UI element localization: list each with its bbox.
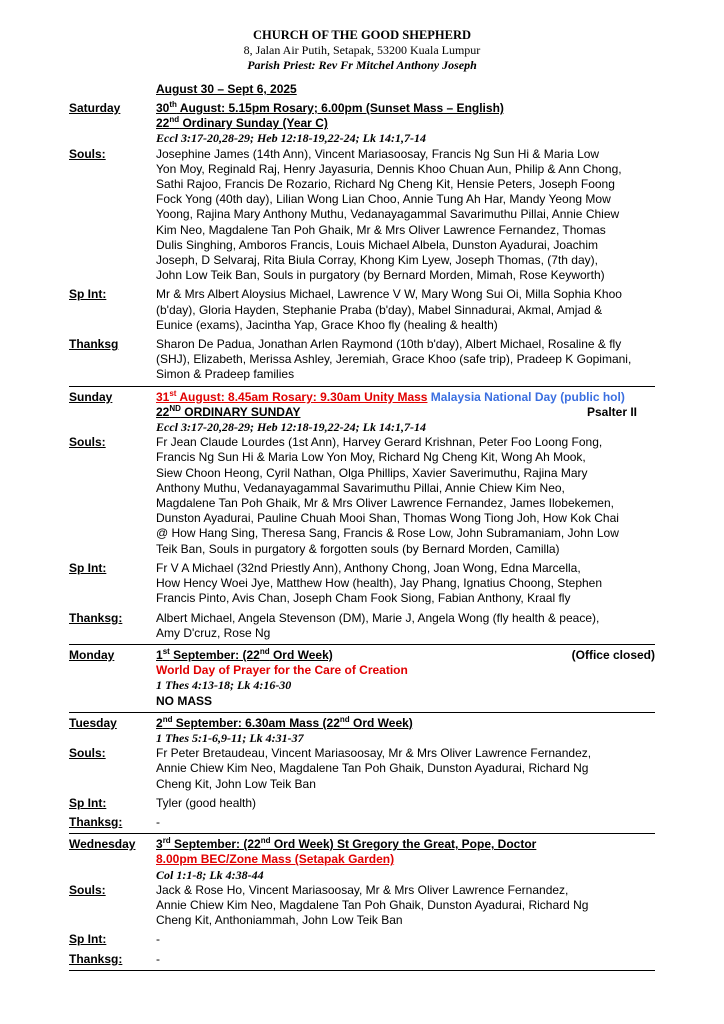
thanksg-list: - [156, 814, 160, 829]
sp-int-list: Tyler (good health) [156, 795, 257, 810]
day-label: Tuesday [69, 715, 117, 730]
day-title: 30th August: 5.15pm Rosary; 6.00pm (Sunset Mass – English) [156, 100, 504, 115]
schedule [69, 101, 655, 974]
thanksg-label: Thanksg: [69, 951, 123, 966]
church-address: 8, Jalan Air Putih, Setapak, 53200 Kuala Lumpur [243, 43, 481, 57]
thanksg-list: Albert Michael, Angela Stevenson (DM), Marie J, Angela Wong (fly health & peace), Amy D'cruz, Rose Ng [156, 610, 600, 640]
day-label: Wednesday [69, 837, 136, 852]
week-range: August 30 – Sept 6, 2025 [156, 82, 297, 96]
sp-int-list: - [156, 932, 160, 947]
no-mass: NO MASS [156, 693, 213, 708]
souls-label: Souls: [69, 746, 106, 761]
readings: Eccl 3:17-20,28-29; Heb 12:18-19,22-24; Lk 14:1,7-14 [156, 420, 426, 435]
readings: Eccl 3:17-20,28-29; Heb 12:18-19,22-24; Lk 14:1,7-14 [156, 131, 426, 146]
souls-list: Josephine James (14th Ann), Vincent Mariasoosay, Francis Ng Sun Hi & Maria Low Yon Moy, Reginald Raj, Henry Jayasuria, Dennis Khoo Chuan Aun, Philip & Ann Chong, Sathi Rajoo, Francis De Rozario, Richard Ng Cheng Kit, Hensie Peters, Joseph Foong Fock Yong (40th day), Lilian Wong Lian Choo, Annie Tung Ah Har, Mandy Yeong Mow Yoong, Rajina Mary Anthony Muthu, Vedanayagammal Savarimuthu Pillai, Annie Chiew Kim Neo, Magdalene Tan Poh Ghaik, Mr & Mrs Oliver Lawrence Fernandez, Thomas Dulis Singhing, Amboros Francis, Louis Michael Albela, Dunston Ayadurai, Joachim Joseph, D Selvaraj, Rita Biula Corray, Khong Kim Lyew, Joseph Thomas, (7th day), John Low Teik Ban, Souls in purgatory (by Bernard Morden, Mimah, Rose Keyworth) [156, 146, 622, 283]
thanksg-label: Thanksg: [69, 610, 123, 625]
day-sunday [69, 390, 655, 645]
day-tuesday [69, 716, 655, 834]
day-monday [69, 648, 655, 713]
sp-int-label: Sp Int: [69, 795, 107, 810]
day-label: Sunday [69, 389, 113, 404]
day-title: 2nd September: 6.30am Mass (22nd Ord Week) [156, 714, 413, 730]
day-wednesday [69, 837, 655, 971]
office-closed: (Office closed) [571, 647, 655, 662]
souls-list: Fr Peter Bretaudeau, Vincent Mariasoosay, Mr & Mrs Oliver Lawrence Fernandez, Annie Chiew Kim Neo, Magdalene Tan Poh Ghaik, Dunston Ayadurai, Richard Ng Cheng Kit, John Low Teik Ban [156, 746, 592, 791]
psalter: Psalter II [586, 404, 637, 419]
thanksg-label: Thanksg: [69, 814, 123, 829]
special-note: World Day of Prayer for the Care of Creation [156, 663, 408, 678]
thanksg-label: Thanksg [69, 337, 119, 352]
sp-int-label: Sp Int: [69, 932, 107, 947]
day-saturday [69, 101, 655, 387]
sp-int-label: Sp Int: [69, 287, 107, 302]
souls-list: Jack & Rose Ho, Vincent Mariasoosay, Mr & Mrs Oliver Lawrence Fernandez, Annie Chiew Kim Neo, Magdalene Tan Poh Ghaik, Dunston Ayadurai, Richard Ng Cheng Kit, Anthoniammah, John Low Teik Ban [156, 882, 589, 928]
readings: 1 Thes 4:13-18; Lk 4:16-30 [156, 678, 292, 693]
special-note: 8.00pm BEC/Zone Mass (Setapak Garden) [156, 852, 395, 867]
thanksg-list: - [156, 951, 160, 966]
souls-label: Souls: [69, 882, 106, 897]
thanksg-list: Sharon De Padua, Jonathan Arlen Raymond (10th b'day), Albert Michael, Rosaline & fly (SHJ), Elizabeth, Merissa Ashley, Jeremiah, Grace Khoo (safe trip), Pradeep K Gopimani, Simon & Pradeep families [156, 337, 632, 382]
day-title: 3rd September: (22nd Ord Week) St Gregory the Great, Pope, Doctor [156, 836, 537, 852]
sp-int-list: Mr & Mrs Albert Aloysius Michael, Lawrence V W, Mary Wong Sui Oi, Milla Sophia Khoo (b'day), Gloria Hayden, Stephanie Praba (b'day), Mabel Sinnadurai, Akmal, Amjad & Eunice (exams), Jacintha Yap, Grace Khoo fly (healing & health) [156, 287, 622, 332]
parish-priest: Parish Priest: Rev Fr Mitchel Anthony Joseph [247, 58, 477, 72]
day-subtitle: 22ND ORDINARY SUNDAY Psalter II [156, 405, 655, 420]
sp-int-list: Fr V A Michael (32nd Priestly Ann), Anthony Chong, Joan Wong, Edna Marcella, How Hency Woei Jye, Matthew How (health), Jay Phang, Ignatius Choong, Stephen Francis Pinto, Avis Chan, Joseph Cham Fook Siong, Fabian Anthony, Kraal fly [156, 560, 603, 606]
souls-list: Fr Jean Claude Lourdes (1st Ann), Harvey Gerard Krishnan, Peter Foo Loong Fong, Francis Ng Sun Hi & Maria Low Yon Moy, Richard Ng Cheng Kit, Wong Ah Mook, Siew Choon Heong, Cyril Nathan, Olga Phillips, Xavier Saverimuthu, Rajina Mary Anthony Muthu, Vedanayagammal Savarimuthu Pillai, Annie Chiew Kim Neo, Magdalene Tan Poh Ghaik, Mr & Mrs Oliver Lawrence Fernandez, James Ilobekemen, Dunston Ayadurai, Pauline Chuah Mooi Shan, Thomas Wong Tiong Joh, How Kok Chai @ How Hang Sing, Theresa Sang, Francis & Rose Low, John Subramaniam, John Low Teik Ban, Souls in purgatory & forgotten souls (by Bernard Morden, Camilla) [156, 435, 619, 556]
sp-int-label: Sp Int: [69, 560, 107, 575]
day-label: Monday [69, 647, 115, 662]
readings: Col 1:1-8; Lk 4:38-44 [156, 867, 264, 882]
day-subtitle: 22nd Ordinary Sunday (Year C) [156, 115, 328, 131]
day-label: Saturday [69, 101, 121, 115]
day-title: 1st September: (22nd Ord Week) (Office closed) [156, 646, 655, 662]
church-name: CHURCH OF THE GOOD SHEPHERD [252, 28, 472, 42]
bulletin-header [0, 28, 724, 73]
souls-label: Souls: [69, 146, 106, 161]
souls-label: Souls: [69, 435, 106, 450]
readings: 1 Thes 5:1-6,9-11; Lk 4:31-37 [156, 730, 304, 745]
day-title: 31st August: 8.45am Rosary: 9.30am Unity Mass Malaysia National Day (public hol) [156, 388, 625, 404]
